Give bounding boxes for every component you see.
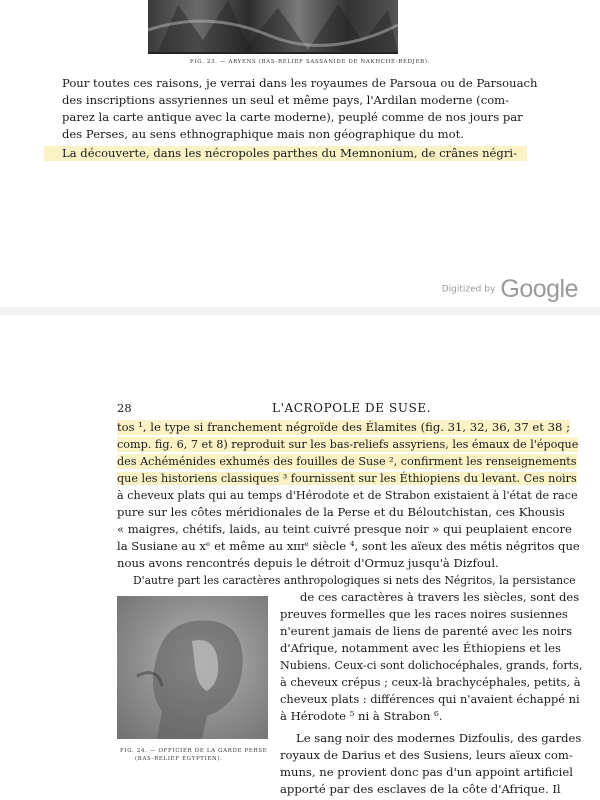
- text-line: D'autre part les caractères anthropologiques si nets des Négritos, la persistance: [133, 574, 576, 587]
- text-line: Le sang noir des modernes Dizfoulis, des gardes: [296, 731, 582, 745]
- text-line: à cheveux plats qui au temps d'Hérodote et de Strabon existaient à l'état de race: [117, 489, 578, 502]
- text-line: apporté par des esclaves de la côte d'Afrique. Il: [280, 782, 561, 796]
- text-line: des Perses, au sens ethnographique mais non géographique du mot.: [62, 127, 464, 141]
- figure-24-caption-sub: (BAS-RELIEF ÉGYPTIEN).: [135, 756, 223, 762]
- digitized-by-label: Digitized by: [441, 284, 496, 295]
- figure-24-caption: FIG. 24. — OFFICIER DE LA GARDE PERSE: [120, 748, 268, 754]
- text-line: cheveux plats : différences qui n'avaient échappé ni: [280, 692, 580, 706]
- text-line: « maigres, chétifs, laids, au teint cuivré presque noir » qui peuplaient encore: [117, 522, 572, 536]
- text-line: pure sur les côtes méridionales de la Perse et du Béloutchistan, ces Khousis: [117, 505, 565, 519]
- text-line: à Hérodote ⁵ ni à Strabon ⁶.: [280, 709, 443, 723]
- text-line: de ces caractères à travers les siècles, sont des: [300, 590, 580, 604]
- text-line: preuves formelles que les races noires susiennes: [280, 607, 568, 621]
- highlighted-text-line: des Achéménides exhumés des fouilles de Suse ², confirment les renseignements: [117, 455, 577, 468]
- running-head: L'ACROPOLE DE SUSE.: [272, 401, 432, 415]
- highlighted-text-line: comp. fig. 6, 7 et 8) reproduit sur les bas-reliefs assyriens, les émaux de l'époque: [117, 438, 579, 451]
- text-line: muns, ne provient donc pas d'un appoint artificiel: [280, 765, 573, 779]
- highlighted-text-line: tos ¹, le type si franchement négroïde des Élamites (fig. 31, 32, 36, 37 et 38 ;: [117, 420, 570, 434]
- text-line: d'Afrique, notamment avec les Éthiopiens et les: [280, 641, 561, 655]
- page-number: 28: [117, 401, 132, 415]
- text-line: [117, 471, 577, 486]
- text-line: royaux de Darius et des Susiens, leurs aïeux com-: [280, 748, 573, 762]
- figure-24-image: [117, 596, 268, 739]
- text-line: Pour toutes ces raisons, je verrai dans les royaumes de Parsoua ou de Parsouach: [62, 76, 538, 90]
- figure-23-image: [148, 0, 398, 54]
- text-line: des inscriptions assyriennes un seul et même pays, l'Ardilan moderne (com-: [62, 93, 510, 107]
- text-line: n'eurent jamais de liens de parenté avec les noirs: [280, 624, 573, 638]
- text-line: la Susiane au xᵉ et même au xɪɪɪᵉ siècle ⁴, sont les aïeux des métis négritos que: [117, 539, 580, 553]
- text-line: à cheveux crépus ; ceux-là brachycéphales, petits, à: [280, 675, 581, 689]
- figure-23-caption: FIG. 23. — ARYENS (BAS-RELIEF SASSANIDE DE NAKHCHÉ-RÉDJEB).: [190, 59, 431, 65]
- digitized-by-google-watermark: [442, 275, 578, 304]
- text-line: Nubiens. Ceux-ci sont dolichocéphales, grands, forts,: [280, 659, 583, 672]
- text-line: parez la carte antique avec la carte moderne), peuplé comme de nos jours par: [62, 110, 523, 124]
- highlighted-text-line: La découverte, dans les nécropoles parthes du Memnonium, de crânes négri-: [44, 146, 527, 161]
- highlighted-text-line: que les historiens classiques ³ fournissent sur les Éthiopiens du levant. Ces noirs: [117, 472, 577, 485]
- google-wordmark: Google: [500, 275, 578, 303]
- text-line: nous avons rencontrés depuis le détroit d'Ormuz jusqu'à Dizfoul.: [117, 556, 499, 570]
